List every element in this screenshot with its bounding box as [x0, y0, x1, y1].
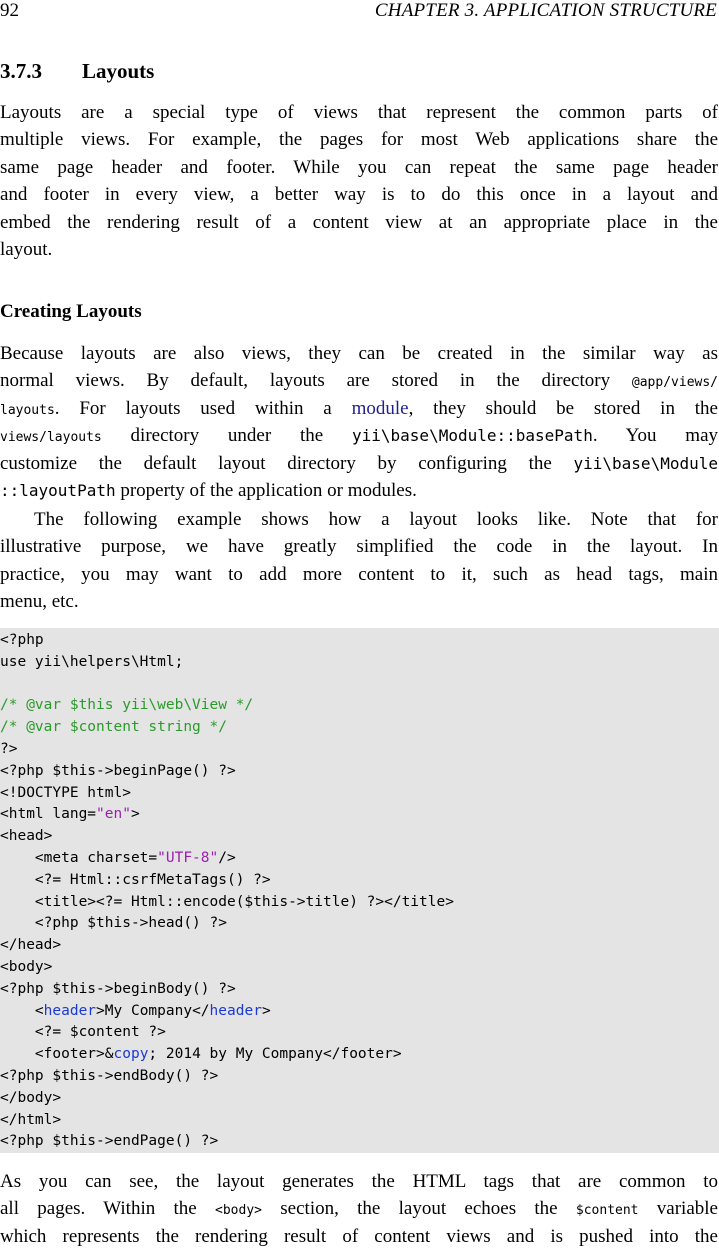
code-line: <?php $this->beginPage() ?> [0, 762, 236, 779]
inline-code: yii\base\Module::basePath [352, 426, 593, 446]
inline-code: ::layoutPath [0, 480, 116, 500]
code-line: <!DOCTYPE html> [0, 784, 131, 801]
code-keyword: header [43, 1002, 97, 1019]
text-line [0, 422, 718, 449]
text-segment: . For layouts used within a [54, 397, 352, 419]
section-number: 3.7.3 [0, 59, 42, 83]
code-line [0, 674, 719, 696]
code-line: </html> [0, 1111, 62, 1128]
code-line [0, 804, 719, 826]
code-token: ; 2014 by My Company</footer> [148, 1046, 402, 1063]
code-token: > [261, 1002, 271, 1019]
code-line: <?php $this->endBody() ?> [0, 1067, 219, 1084]
text-line: illustrative purpose, we have greatly simplified the code in the layout. In [0, 536, 718, 558]
code-line: <body> [0, 958, 53, 975]
code-line [0, 1044, 719, 1066]
code-comment-line: /* @var $this yii\web\View */ [0, 697, 254, 714]
creating-layouts-paragraph [0, 340, 718, 504]
text-line [0, 367, 718, 394]
text-line: Because layouts are also views, they can be created in the similar way as [0, 343, 718, 364]
code-token: > [130, 806, 140, 823]
intro-paragraph [0, 99, 718, 263]
code-string: "UTF-8" [157, 849, 219, 866]
inline-code: layouts [0, 402, 55, 418]
text-segment: property of the application or modules. [115, 479, 417, 501]
text-segment: , they should be stored in the [408, 397, 718, 419]
closing-paragraph [0, 1168, 718, 1250]
text-line: practice, you may want to add more content to it, such as head tags, main [0, 563, 718, 585]
code-line: ?> [0, 740, 18, 757]
text-line: multiple views. For example, the pages for most Web applications share the [0, 129, 718, 151]
code-line: <head> [0, 828, 53, 845]
running-header [0, 0, 719, 22]
code-line: <?php $this->head() ?> [0, 915, 227, 932]
section-title: Layouts [82, 59, 155, 83]
example-paragraph [0, 506, 718, 616]
text-segment: customize the default layout directory by configuring the [0, 452, 574, 474]
code-token: /> [218, 849, 236, 866]
text-segment: section, the layout echoes the [262, 1198, 576, 1220]
code-line: <?php [0, 632, 44, 648]
code-line: <?php $this->beginBody() ?> [0, 980, 236, 997]
code-line: <?php $this->endPage() ?> [0, 1133, 219, 1150]
code-token: <html lang= [0, 806, 97, 823]
text-segment: all pages. Within the [0, 1198, 216, 1220]
code-token: <footer>& [0, 1046, 114, 1063]
code-line: </head> [0, 937, 62, 954]
page-number: 92 [0, 0, 19, 21]
inline-code: @app/views/ [631, 375, 718, 391]
section-heading [0, 58, 154, 84]
code-line: </body> [0, 1089, 62, 1106]
text-line: embed the rendering result of a content view at an appropriate place in the [0, 211, 718, 233]
code-keyword: copy [113, 1046, 149, 1063]
text-line [0, 477, 718, 504]
text-segment: normal views. By default, layouts are stored in the directory [0, 370, 632, 392]
chapter-title: CHAPTER 3. APPLICATION STRUCTURE [374, 0, 717, 21]
text-line: layout. [0, 238, 53, 260]
inline-code: views/layouts [0, 430, 102, 446]
code-line: <?= Html::csrfMetaTags() ?> [0, 871, 271, 888]
text-line: menu, etc. [0, 591, 79, 613]
text-segment: variable [638, 1198, 718, 1220]
inline-code: $content [575, 1203, 639, 1219]
code-token: <meta charset= [0, 849, 158, 866]
inline-code: <body> [215, 1203, 262, 1219]
text-line: and footer in every view, a better way is to do this once in a layout and [0, 184, 718, 206]
text-line: Layouts are a special type of views that represent the common parts of [0, 102, 718, 123]
code-string: "en" [96, 806, 131, 823]
module-link[interactable]: module [351, 397, 409, 419]
subsection-heading: Creating Layouts [0, 301, 142, 322]
code-line [0, 848, 719, 870]
code-line: <title><?= Html::encode($this->title) ?></title> [0, 893, 454, 910]
text-line [0, 395, 718, 422]
text-line [0, 450, 718, 477]
text-line [0, 1195, 718, 1222]
text-line: same page header and footer. While you can repeat the same page header [0, 156, 718, 178]
code-line [0, 1001, 719, 1023]
code-keyword: header [209, 1002, 262, 1019]
text-line: which represents the rendering result of content views and is pushed into the [0, 1225, 718, 1247]
code-comment-line: /* @var $content string */ [0, 719, 227, 736]
code-listing [0, 628, 719, 1153]
code-token: < [0, 1002, 44, 1019]
text-line: The following example shows how a layout looks like. Note that for [34, 509, 718, 530]
code-line: use yii\helpers\Html; [0, 653, 184, 670]
code-token: >My Company</ [96, 1002, 210, 1019]
inline-code: yii\base\Module [573, 453, 718, 473]
text-segment: . You may [592, 425, 718, 447]
text-line: As you can see, the layout generates the HTML tags that are common to [0, 1171, 718, 1192]
text-segment: directory under the [101, 425, 352, 447]
code-line: <?= $content ?> [0, 1024, 166, 1041]
